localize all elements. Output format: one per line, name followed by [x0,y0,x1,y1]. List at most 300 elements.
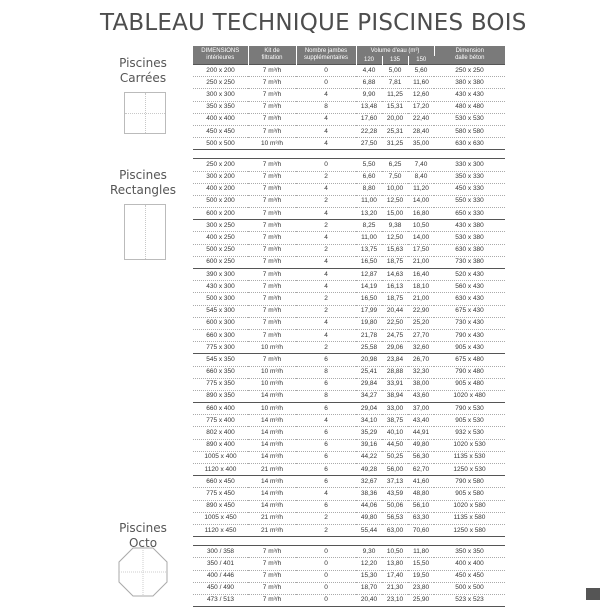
cell-volume-120: 16,50 [356,293,382,305]
cell-dimensions: 450 / 490 [193,582,248,594]
cell-volume-135: 56,00 [382,464,408,476]
cell-volume-135: 63,00 [382,524,408,536]
cell-dalle: 550 x 330 [434,195,505,207]
cell-volume-150: 62,70 [408,464,434,476]
cell-jambes: 2 [296,342,356,354]
cell-dalle: 1020 x 580 [434,500,505,512]
category-label-rectangles [104,168,182,198]
cell-dimensions: 350 / 401 [193,558,248,570]
cell-volume-120: 22,28 [356,125,382,137]
cell-dimensions: 200 x 200 [193,65,248,77]
cell-kit: 14 m³/h [248,427,296,439]
cell-volume-150: 56,10 [408,500,434,512]
cell-volume-120: 49,28 [356,464,382,476]
cell-volume-135: 12,50 [382,232,408,244]
cell-volume-135: 33,00 [382,403,408,415]
cell-kit: 7 m³/h [248,125,296,137]
cell-jambes: 6 [296,451,356,463]
cell-kit: 10 m³/h [248,342,296,354]
cell-dalle: 630 x 630 [434,138,505,150]
cell-kit: 21 m³/h [248,524,296,536]
cell-dalle: 560 x 430 [434,281,505,293]
cell-volume-120: 6,88 [356,77,382,89]
cell-kit: 7 m³/h [248,244,296,256]
cell-dalle: 1020 x 530 [434,439,505,451]
header-volume-150: 150 [408,56,434,65]
cell-volume-120: 4,40 [356,65,382,77]
cell-volume-120: 20,98 [356,354,382,366]
table-row [193,594,505,606]
cell-volume-135: 17,40 [382,570,408,582]
cell-volume-150: 25,90 [408,594,434,606]
cell-dimensions: 545 x 350 [193,354,248,366]
header-volume-135: 135 [382,56,408,65]
table-row [193,512,505,524]
cell-dimensions: 600 x 200 [193,208,248,220]
cell-volume-135: 10,00 [382,183,408,195]
cell-dalle: 730 x 380 [434,256,505,268]
cell-volume-120: 27,50 [356,138,382,150]
cell-jambes: 4 [296,113,356,125]
cell-volume-150: 23,80 [408,582,434,594]
cell-volume-135: 40,10 [382,427,408,439]
cell-dimensions: 250 x 250 [193,77,248,89]
header-jambes: Nombre jambes supplémentaires [296,46,356,65]
cell-dimensions: 660 x 350 [193,366,248,378]
cell-volume-150: 11,20 [408,183,434,195]
table-row [193,232,505,244]
cell-dimensions: 890 x 400 [193,439,248,451]
table-row [193,378,505,390]
cell-volume-150: 41,60 [408,476,434,488]
cell-dimensions: 250 x 200 [193,159,248,171]
cell-volume-135: 31,25 [382,138,408,150]
cell-dimensions: 890 x 350 [193,390,248,402]
table-row [193,159,505,171]
cell-volume-120: 13,75 [356,244,382,256]
cell-kit: 7 m³/h [248,546,296,558]
cell-dalle: 330 x 300 [434,159,505,171]
cell-volume-120: 16,50 [356,256,382,268]
category-label-line: Octo [128,536,158,550]
cell-kit: 7 m³/h [248,101,296,113]
cell-kit: 10 m³/h [248,403,296,415]
table-row [193,293,505,305]
cell-volume-135: 43,59 [382,488,408,500]
cell-jambes: 4 [296,415,356,427]
cell-volume-120: 12,87 [356,269,382,281]
cell-jambes: 6 [296,500,356,512]
cell-kit: 7 m³/h [248,570,296,582]
cell-volume-150: 7,40 [408,159,434,171]
cell-volume-120: 19,80 [356,317,382,329]
cell-volume-120: 38,36 [356,488,382,500]
cell-volume-135: 20,00 [382,113,408,125]
cell-dimensions: 400 x 400 [193,113,248,125]
table-row [193,281,505,293]
cell-jambes: 0 [296,159,356,171]
cell-volume-150: 22,40 [408,113,434,125]
cell-dimensions: 400 / 446 [193,570,248,582]
cell-volume-135: 14,63 [382,269,408,281]
cell-dalle: 675 x 430 [434,305,505,317]
cell-kit: 7 m³/h [248,113,296,125]
cell-kit: 14 m³/h [248,390,296,402]
cell-dalle: 1135 x 580 [434,512,505,524]
cell-dalle: 1250 x 580 [434,524,505,536]
cell-volume-120: 15,30 [356,570,382,582]
table-row [193,171,505,183]
cell-kit: 10 m³/h [248,378,296,390]
cell-dimensions: 400 x 200 [193,183,248,195]
cell-jambes: 0 [296,77,356,89]
cell-dalle: 480 x 480 [434,101,505,113]
cell-volume-150: 16,40 [408,269,434,281]
cell-dalle: 350 x 350 [434,546,505,558]
cell-kit: 7 m³/h [248,195,296,207]
cell-volume-150: 14,00 [408,195,434,207]
cell-volume-120: 44,22 [356,451,382,463]
cell-dalle: 790 x 480 [434,366,505,378]
cell-jambes: 4 [296,488,356,500]
cell-jambes: 4 [296,208,356,220]
cell-dalle: 650 x 330 [434,208,505,220]
cell-volume-120: 25,58 [356,342,382,354]
category-label-line: Piscines [119,521,167,535]
cell-volume-120: 17,99 [356,305,382,317]
cell-volume-150: 56,30 [408,451,434,463]
table-row [193,244,505,256]
cell-volume-135: 50,25 [382,451,408,463]
cell-volume-150: 43,60 [408,390,434,402]
cell-kit: 7 m³/h [248,256,296,268]
table-row [193,101,505,113]
cell-volume-150: 49,80 [408,439,434,451]
cell-dalle: 790 x 530 [434,403,505,415]
cell-dimensions: 300 x 300 [193,89,248,101]
cell-kit: 10 m³/h [248,138,296,150]
cell-jambes: 8 [296,366,356,378]
cell-kit: 14 m³/h [248,500,296,512]
cell-volume-135: 20,44 [382,305,408,317]
cell-dimensions: 775 x 350 [193,378,248,390]
cell-volume-150: 26,70 [408,354,434,366]
cell-volume-120: 25,41 [356,366,382,378]
table-row [193,570,505,582]
rectangle-pool-icon [124,204,166,260]
cell-dalle: 400 x 400 [434,558,505,570]
cell-kit: 7 m³/h [248,232,296,244]
cell-jambes: 2 [296,195,356,207]
cell-kit: 7 m³/h [248,354,296,366]
cell-dalle: 1020 x 480 [434,390,505,402]
cell-dimensions: 802 x 400 [193,427,248,439]
cell-kit: 7 m³/h [248,293,296,305]
cell-kit: 21 m³/h [248,512,296,524]
table-row [193,403,505,415]
table-row [193,195,505,207]
cell-dalle: 1135 x 530 [434,451,505,463]
table-row [193,582,505,594]
cell-volume-135: 18,75 [382,293,408,305]
cell-jambes: 4 [296,138,356,150]
table-row [193,366,505,378]
cell-kit: 7 m³/h [248,220,296,232]
table-row [193,208,505,220]
table-row [193,65,505,77]
cell-volume-150: 22,90 [408,305,434,317]
cell-dimensions: 500 x 200 [193,195,248,207]
cell-dalle: 905 x 580 [434,488,505,500]
cell-volume-150: 5,60 [408,65,434,77]
cell-volume-135: 21,30 [382,582,408,594]
cell-jambes: 2 [296,512,356,524]
cell-volume-135: 25,31 [382,125,408,137]
table-row [193,354,505,366]
cell-dimensions: 473 / 513 [193,594,248,606]
cell-dalle: 530 x 530 [434,113,505,125]
cell-jambes: 6 [296,354,356,366]
cell-kit: 14 m³/h [248,415,296,427]
cell-dalle: 380 x 380 [434,77,505,89]
cell-dalle: 520 x 430 [434,269,505,281]
cell-dimensions: 300 / 358 [193,546,248,558]
cell-dimensions: 400 x 250 [193,232,248,244]
cell-dimensions: 1005 x 450 [193,512,248,524]
cell-kit: 7 m³/h [248,65,296,77]
cell-dalle: 932 x 530 [434,427,505,439]
cell-volume-135: 44,50 [382,439,408,451]
specs-table [193,46,505,607]
table-row [193,390,505,402]
octagon-pool-icon [118,547,168,597]
cell-dimensions: 500 x 300 [193,293,248,305]
cell-dalle: 790 x 430 [434,329,505,341]
cell-jambes: 4 [296,125,356,137]
cell-volume-120: 8,80 [356,183,382,195]
cell-dalle: 630 x 380 [434,244,505,256]
page-corner-tab [586,588,600,600]
cell-dalle: 250 x 250 [434,65,505,77]
cell-dimensions: 300 x 250 [193,220,248,232]
table-row [193,89,505,101]
cell-dimensions: 1120 x 400 [193,464,248,476]
cell-volume-150: 21,00 [408,293,434,305]
header-volume-120: 120 [356,56,382,65]
cell-volume-135: 7,81 [382,77,408,89]
cell-jambes: 4 [296,281,356,293]
cell-dimensions: 775 x 300 [193,342,248,354]
table-row [193,305,505,317]
cell-volume-120: 8,25 [356,220,382,232]
cell-jambes: 2 [296,305,356,317]
cell-volume-150: 16,80 [408,208,434,220]
cell-volume-120: 18,70 [356,582,382,594]
table-row [193,439,505,451]
cell-kit: 10 m³/h [248,366,296,378]
category-label-line: Carrées [119,71,167,85]
cell-dalle: 500 x 500 [434,582,505,594]
category-label-carrees [104,56,182,86]
cell-jambes: 0 [296,65,356,77]
cell-dimensions: 390 x 300 [193,269,248,281]
cell-volume-120: 13,20 [356,208,382,220]
table-row [193,476,505,488]
table-row [193,125,505,137]
cell-dimensions: 660 x 450 [193,476,248,488]
cell-volume-120: 9,90 [356,89,382,101]
category-label-line: Piscines [119,168,167,182]
cell-volume-120: 17,60 [356,113,382,125]
table-row [193,77,505,89]
cell-jambes: 2 [296,244,356,256]
cell-dalle: 430 x 430 [434,89,505,101]
cell-kit: 7 m³/h [248,77,296,89]
cell-kit: 7 m³/h [248,171,296,183]
cell-volume-120: 11,00 [356,232,382,244]
cell-dalle: 730 x 430 [434,317,505,329]
cell-kit: 7 m³/h [248,159,296,171]
cell-volume-135: 6,25 [382,159,408,171]
table-row [193,524,505,536]
cell-dimensions: 775 x 400 [193,415,248,427]
cell-volume-150: 44,91 [408,427,434,439]
cell-volume-150: 21,00 [408,256,434,268]
cell-volume-135: 33,91 [382,378,408,390]
cell-jambes: 2 [296,171,356,183]
cell-volume-120: 14,19 [356,281,382,293]
cell-dimensions: 350 x 350 [193,101,248,113]
cell-dalle: 523 x 523 [434,594,505,606]
cell-jambes: 2 [296,293,356,305]
cell-volume-120: 5,50 [356,159,382,171]
cell-volume-150: 38,00 [408,378,434,390]
cell-volume-135: 23,84 [382,354,408,366]
cell-kit: 7 m³/h [248,329,296,341]
cell-volume-120: 6,60 [356,171,382,183]
cell-kit: 14 m³/h [248,476,296,488]
cell-volume-135: 15,63 [382,244,408,256]
cell-dalle: 905 x 430 [434,342,505,354]
cell-dimensions: 450 x 450 [193,125,248,137]
cell-kit: 7 m³/h [248,305,296,317]
cell-dimensions: 500 x 250 [193,244,248,256]
cell-dalle: 450 x 450 [434,570,505,582]
cell-volume-150: 8,40 [408,171,434,183]
cell-volume-135: 37,13 [382,476,408,488]
cell-volume-150: 11,60 [408,77,434,89]
table-row [193,427,505,439]
cell-kit: 7 m³/h [248,208,296,220]
cell-volume-150: 43,40 [408,415,434,427]
cell-volume-120: 32,67 [356,476,382,488]
cell-volume-150: 10,50 [408,220,434,232]
header-volume: Volume d'eau (m³) [356,46,434,56]
cell-volume-135: 38,94 [382,390,408,402]
cell-jambes: 4 [296,232,356,244]
table-row [193,415,505,427]
cell-dalle: 905 x 480 [434,378,505,390]
cell-jambes: 8 [296,101,356,113]
cell-volume-135: 50,06 [382,500,408,512]
cell-jambes: 6 [296,378,356,390]
cell-volume-150: 18,10 [408,281,434,293]
cell-jambes: 6 [296,403,356,415]
cell-volume-120: 55,44 [356,524,382,536]
cell-kit: 14 m³/h [248,451,296,463]
cell-jambes: 6 [296,439,356,451]
cell-volume-135: 5,00 [382,65,408,77]
table-row [193,546,505,558]
cell-volume-120: 12,20 [356,558,382,570]
cell-volume-135: 12,50 [382,195,408,207]
cell-volume-135: 15,31 [382,101,408,113]
cell-dalle: 630 x 430 [434,293,505,305]
cell-jambes: 4 [296,317,356,329]
cell-jambes: 4 [296,329,356,341]
table-row [193,256,505,268]
table-row [193,342,505,354]
cell-kit: 21 m³/h [248,464,296,476]
cell-volume-135: 28,88 [382,366,408,378]
cell-jambes: 4 [296,269,356,281]
cell-dimensions: 890 x 450 [193,500,248,512]
cell-volume-135: 24,75 [382,329,408,341]
cell-dimensions: 430 x 300 [193,281,248,293]
cell-dalle: 530 x 380 [434,232,505,244]
cell-kit: 7 m³/h [248,594,296,606]
cell-jambes: 8 [296,390,356,402]
cell-dalle: 580 x 580 [434,125,505,137]
cell-jambes: 0 [296,582,356,594]
cell-dalle: 905 x 530 [434,415,505,427]
cell-volume-150: 19,50 [408,570,434,582]
cell-jambes: 2 [296,220,356,232]
cell-dimensions: 1005 x 400 [193,451,248,463]
cell-volume-135: 10,50 [382,546,408,558]
cell-dimensions: 775 x 450 [193,488,248,500]
cell-volume-135: 9,38 [382,220,408,232]
cell-volume-150: 35,00 [408,138,434,150]
cell-dimensions: 500 x 500 [193,138,248,150]
cell-volume-150: 15,50 [408,558,434,570]
cell-volume-150: 32,60 [408,342,434,354]
header-dalle: Dimension dalle béton [434,46,505,65]
cell-volume-120: 9,30 [356,546,382,558]
cell-volume-150: 17,50 [408,244,434,256]
cell-jambes: 0 [296,570,356,582]
cell-kit: 7 m³/h [248,582,296,594]
cell-volume-150: 70,60 [408,524,434,536]
cell-jambes: 6 [296,427,356,439]
cell-volume-135: 29,06 [382,342,408,354]
cell-volume-135: 18,75 [382,256,408,268]
cell-volume-150: 28,40 [408,125,434,137]
cell-dimensions: 600 x 300 [193,317,248,329]
cell-volume-150: 27,70 [408,329,434,341]
cell-jambes: 6 [296,476,356,488]
cell-volume-135: 16,13 [382,281,408,293]
cell-volume-150: 48,80 [408,488,434,500]
table-row [193,138,505,150]
cell-kit: 14 m³/h [248,488,296,500]
cell-dimensions: 545 x 300 [193,305,248,317]
cell-kit: 14 m³/h [248,439,296,451]
cell-kit: 7 m³/h [248,89,296,101]
table-row [193,220,505,232]
cell-volume-135: 7,50 [382,171,408,183]
cell-volume-120: 44,06 [356,500,382,512]
